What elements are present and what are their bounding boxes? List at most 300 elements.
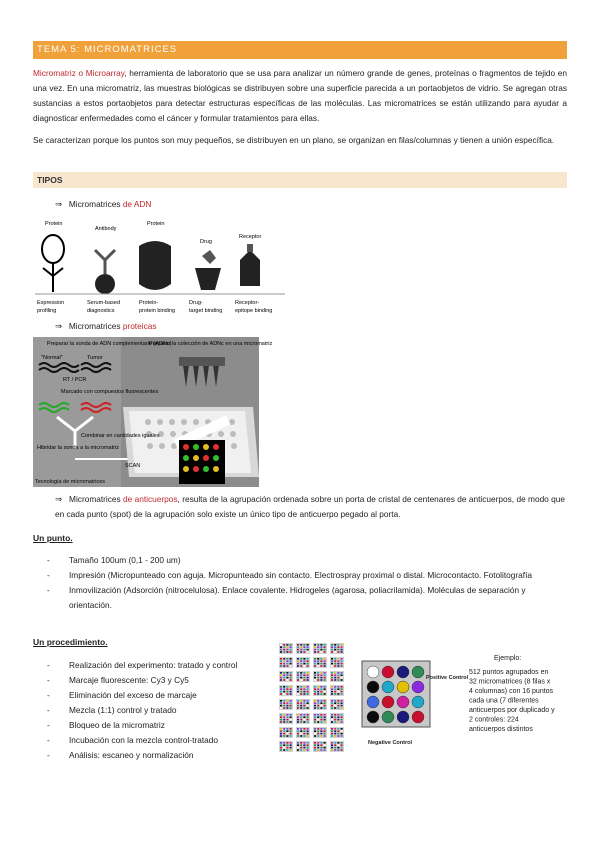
micro-spot xyxy=(280,677,282,679)
micro-spot xyxy=(280,749,282,751)
micro-spot xyxy=(297,730,299,732)
micro-spot xyxy=(324,747,326,749)
fig2-label: Marcado con compuestos fluorescentes xyxy=(61,389,159,395)
micro-spot xyxy=(320,646,322,648)
micro-spot xyxy=(331,677,333,679)
spot xyxy=(412,666,424,678)
micro-spot xyxy=(280,688,282,690)
micro-spot xyxy=(331,707,333,709)
micro-spot xyxy=(290,651,292,653)
micro-spot xyxy=(320,649,322,651)
micro-spot xyxy=(320,700,322,702)
micro-spot xyxy=(314,733,316,735)
micro-spot xyxy=(307,660,309,662)
micro-spot xyxy=(307,665,309,667)
micro-spot xyxy=(303,728,305,730)
micro-spot xyxy=(303,651,305,653)
micro-spot xyxy=(324,693,326,695)
micro-spot xyxy=(334,721,336,723)
micro-spot xyxy=(324,658,326,660)
micro-spot xyxy=(337,721,339,723)
micro-spot xyxy=(337,730,339,732)
fig2-label: Tecnología de micromatrices xyxy=(35,479,106,485)
micro-spot xyxy=(286,747,288,749)
micro-spot xyxy=(286,674,288,676)
micro-spot xyxy=(337,651,339,653)
micro-spot xyxy=(341,749,343,751)
micro-spot xyxy=(314,749,316,751)
micro-spot xyxy=(300,714,302,716)
micro-spot xyxy=(290,674,292,676)
micro-spot xyxy=(314,735,316,737)
micro-spot xyxy=(317,646,319,648)
micro-spot xyxy=(283,688,285,690)
micro-spot xyxy=(280,735,282,737)
micro-spot xyxy=(314,702,316,704)
micro-spot xyxy=(303,665,305,667)
micro-spot xyxy=(297,721,299,723)
micro-spot xyxy=(314,651,316,653)
ejemplo-label: Ejemplo: xyxy=(494,655,522,662)
micro-spot xyxy=(331,658,333,660)
micro-spot xyxy=(331,749,333,751)
micro-spot xyxy=(331,646,333,648)
ejemplo-line: cada una (7 diferentes xyxy=(469,697,539,705)
micro-spot xyxy=(286,714,288,716)
micro-spot xyxy=(300,742,302,744)
micro-spot xyxy=(286,693,288,695)
micro-spot xyxy=(337,649,339,651)
micro-spot xyxy=(290,691,292,693)
micro-spot xyxy=(290,686,292,688)
micro-spot xyxy=(341,672,343,674)
micro-spot xyxy=(314,705,316,707)
micro-spot xyxy=(297,749,299,751)
micro-spot xyxy=(334,674,336,676)
micro-spot xyxy=(280,686,282,688)
micro-spot xyxy=(290,721,292,723)
micro-spot xyxy=(341,742,343,744)
micro-spot xyxy=(280,733,282,735)
micro-spot xyxy=(320,742,322,744)
micro-spot xyxy=(303,691,305,693)
micro-spot xyxy=(341,691,343,693)
spot xyxy=(412,696,424,708)
micro-spot xyxy=(290,707,292,709)
micro-spot xyxy=(286,663,288,665)
micro-spot xyxy=(324,663,326,665)
micro-spot xyxy=(337,735,339,737)
micro-spot xyxy=(297,733,299,735)
micro-spot xyxy=(324,686,326,688)
micro-spot xyxy=(280,674,282,676)
micro-spot xyxy=(334,742,336,744)
micro-spot xyxy=(283,686,285,688)
micro-spot xyxy=(341,747,343,749)
micro-spot xyxy=(334,719,336,721)
micro-spot xyxy=(341,674,343,676)
micro-spot xyxy=(290,714,292,716)
micro-spot xyxy=(290,705,292,707)
micro-spot xyxy=(303,672,305,674)
micro-spot xyxy=(324,688,326,690)
fig2-label: Combinar en cantidades iguales xyxy=(81,433,160,439)
micro-spot xyxy=(300,663,302,665)
micro-spot xyxy=(337,702,339,704)
micro-spot xyxy=(320,719,322,721)
fig2-label: Hibridar la sonda a la micromatriz xyxy=(37,445,119,451)
micro-spot xyxy=(290,663,292,665)
micro-spot xyxy=(317,693,319,695)
spot xyxy=(412,711,424,723)
micro-spot xyxy=(286,700,288,702)
micro-spot xyxy=(331,679,333,681)
micro-spot xyxy=(280,728,282,730)
micro-spot xyxy=(320,691,322,693)
title-bar xyxy=(33,41,567,59)
micro-spot xyxy=(283,721,285,723)
type-protein-highlight: proteicas xyxy=(122,321,157,331)
micro-spot xyxy=(314,665,316,667)
micro-spot xyxy=(286,728,288,730)
micro-spot xyxy=(283,735,285,737)
spot xyxy=(367,666,379,678)
micro-spot xyxy=(303,705,305,707)
micro-spot xyxy=(303,646,305,648)
fig1-top-label: Protein xyxy=(45,221,63,227)
micro-spot xyxy=(314,742,316,744)
micro-spot xyxy=(317,721,319,723)
micro-spot xyxy=(300,702,302,704)
fig1-bottom-label: profiling xyxy=(37,308,57,314)
micro-spot xyxy=(280,730,282,732)
micro-spot xyxy=(341,686,343,688)
micro-spot xyxy=(283,663,285,665)
micro-spot xyxy=(290,730,292,732)
micro-spot xyxy=(303,716,305,718)
micro-spot xyxy=(307,646,309,648)
list-item: - Inmovilización (Adsorción (nitrocelulosa). Enlace covalente. Hidrogeles (agarosa, poliacrilamida). Moléculas de separación y orientación. xyxy=(33,583,567,613)
micro-spot xyxy=(320,728,322,730)
micro-spot xyxy=(314,679,316,681)
micro-spot xyxy=(337,733,339,735)
micro-spot xyxy=(331,733,333,735)
micro-spot xyxy=(286,721,288,723)
micro-spot xyxy=(307,747,309,749)
micro-spot xyxy=(303,730,305,732)
micro-spot xyxy=(334,677,336,679)
micro-spot xyxy=(314,716,316,718)
micro-spot xyxy=(303,707,305,709)
micro-spot xyxy=(320,688,322,690)
micro-spot xyxy=(303,686,305,688)
micro-spot xyxy=(334,672,336,674)
micro-spot xyxy=(297,688,299,690)
micro-spot xyxy=(337,660,339,662)
micro-spot xyxy=(297,663,299,665)
micro-spot xyxy=(290,672,292,674)
micro-spot xyxy=(297,691,299,693)
spot xyxy=(382,681,394,693)
micro-spot xyxy=(307,686,309,688)
types-heading: TIPOS xyxy=(37,175,63,185)
micro-spot xyxy=(283,747,285,749)
micro-spot xyxy=(300,646,302,648)
micro-spot xyxy=(331,716,333,718)
micro-spot xyxy=(341,716,343,718)
type-antibody-text: , resulta de la agrupación ordenada sobre un porta de cristal de centenares de anticuerpos, de modo que en cada punto (spot) de la agrupación solo existe un único tipo de anticuerpo pegado al porta. xyxy=(55,494,565,519)
micro-spot xyxy=(297,700,299,702)
micro-spot xyxy=(290,646,292,648)
micro-spot xyxy=(283,651,285,653)
micro-spot xyxy=(307,658,309,660)
micro-spot xyxy=(307,691,309,693)
spot xyxy=(397,666,409,678)
micro-spot xyxy=(286,742,288,744)
micro-spot xyxy=(337,719,339,721)
micro-spot xyxy=(341,644,343,646)
micro-spot xyxy=(334,749,336,751)
micro-spot xyxy=(307,693,309,695)
micro-spot xyxy=(314,677,316,679)
micro-spot xyxy=(337,714,339,716)
ejemplo-line: 4 columnas) con 16 puntos xyxy=(469,688,554,695)
micro-spot xyxy=(341,730,343,732)
micro-spot xyxy=(280,672,282,674)
micro-spot xyxy=(337,665,339,667)
micro-spot xyxy=(320,702,322,704)
micro-spot xyxy=(331,721,333,723)
fig1-top-label: Antibody xyxy=(95,226,117,232)
micro-spot xyxy=(331,744,333,746)
micro-spot xyxy=(286,658,288,660)
arrow-icon: ⇒ xyxy=(55,199,62,209)
micro-spot xyxy=(314,707,316,709)
micro-spot xyxy=(300,730,302,732)
micro-spot xyxy=(320,677,322,679)
micro-spot xyxy=(297,693,299,695)
micro-spot xyxy=(324,646,326,648)
micro-spot xyxy=(303,693,305,695)
micro-spot xyxy=(300,644,302,646)
micro-spot xyxy=(337,688,339,690)
micro-spot xyxy=(297,744,299,746)
micro-spot xyxy=(334,744,336,746)
micro-spot xyxy=(317,730,319,732)
micro-spot xyxy=(280,679,282,681)
micro-spot xyxy=(283,649,285,651)
micro-spot xyxy=(290,716,292,718)
micro-spot xyxy=(303,735,305,737)
micro-spot xyxy=(300,705,302,707)
micro-spot xyxy=(307,721,309,723)
page-title: TEMA 5: MICROMATRICES xyxy=(37,44,178,55)
micro-spot xyxy=(320,674,322,676)
protein-microarray-figure xyxy=(33,337,273,487)
micro-spot xyxy=(337,658,339,660)
micro-spot xyxy=(334,693,336,695)
micro-spot xyxy=(280,744,282,746)
micro-spot xyxy=(307,649,309,651)
micro-spot xyxy=(300,693,302,695)
micro-spot xyxy=(286,646,288,648)
micro-spot xyxy=(286,679,288,681)
micro-spot xyxy=(337,646,339,648)
micro-spot xyxy=(324,660,326,662)
micro-spot xyxy=(307,702,309,704)
micro-spot xyxy=(297,742,299,744)
types-section-bar xyxy=(33,172,567,188)
micro-spot xyxy=(334,658,336,660)
micro-spot xyxy=(337,686,339,688)
micro-spot xyxy=(334,688,336,690)
micro-spot xyxy=(314,644,316,646)
micro-spot xyxy=(303,749,305,751)
micro-spot xyxy=(341,679,343,681)
micro-spot xyxy=(314,691,316,693)
micro-spot xyxy=(331,674,333,676)
micro-spot xyxy=(297,679,299,681)
micro-spot xyxy=(297,735,299,737)
micro-spot xyxy=(314,663,316,665)
micro-spot xyxy=(286,705,288,707)
micro-spot xyxy=(307,644,309,646)
micro-spot xyxy=(280,651,282,653)
micro-spot xyxy=(307,700,309,702)
micro-spot xyxy=(341,658,343,660)
micro-spot xyxy=(334,646,336,648)
micro-spot xyxy=(297,660,299,662)
micro-spot xyxy=(317,714,319,716)
micro-spot xyxy=(341,702,343,704)
micro-spot xyxy=(300,716,302,718)
procedimiento-list xyxy=(33,658,283,763)
micro-spot xyxy=(337,707,339,709)
micro-spot xyxy=(334,663,336,665)
micro-spot xyxy=(297,644,299,646)
type-protein-item xyxy=(55,321,156,331)
procedimiento-heading: Un procedimiento. xyxy=(33,637,108,647)
micro-spot xyxy=(324,665,326,667)
micro-spot xyxy=(331,747,333,749)
micro-spot xyxy=(303,649,305,651)
micro-spot xyxy=(283,744,285,746)
micro-spot xyxy=(303,700,305,702)
micro-spot xyxy=(334,735,336,737)
micro-spot xyxy=(334,747,336,749)
micro-spot xyxy=(334,686,336,688)
micro-spot xyxy=(314,747,316,749)
micro-spot xyxy=(337,674,339,676)
micro-spot xyxy=(337,747,339,749)
micro-spot xyxy=(283,658,285,660)
micro-spot xyxy=(334,714,336,716)
micro-spot xyxy=(280,665,282,667)
micro-spot xyxy=(286,733,288,735)
micro-spot xyxy=(324,735,326,737)
micro-spot xyxy=(286,688,288,690)
micro-spot xyxy=(324,677,326,679)
spot xyxy=(367,681,379,693)
micro-spot xyxy=(300,700,302,702)
fig1-bottom-label: Serum-based xyxy=(87,300,121,306)
ejemplo-line: anticuerpos distintos xyxy=(469,726,533,733)
micro-spot xyxy=(331,742,333,744)
micro-spot xyxy=(300,728,302,730)
micro-spot xyxy=(283,707,285,709)
micro-spot xyxy=(307,651,309,653)
ejemplo-line: 512 puntos agrupados en xyxy=(469,669,549,676)
micro-spot xyxy=(283,716,285,718)
ejemplo-line: 32 micromatrices (8 filas x xyxy=(469,678,551,686)
micro-spot xyxy=(300,651,302,653)
micro-spot xyxy=(283,702,285,704)
micro-spot xyxy=(297,672,299,674)
antibody-microarray-figure xyxy=(276,641,576,757)
micro-spot xyxy=(324,672,326,674)
micro-spot xyxy=(314,693,316,695)
micro-spot xyxy=(317,644,319,646)
micro-spot xyxy=(286,702,288,704)
micro-spot xyxy=(290,658,292,660)
micro-spot xyxy=(320,733,322,735)
micro-spot xyxy=(334,707,336,709)
micro-spot xyxy=(286,730,288,732)
micro-spot xyxy=(303,679,305,681)
micro-spot xyxy=(283,677,285,679)
micro-spot xyxy=(286,691,288,693)
micro-spot xyxy=(320,749,322,751)
micro-spot xyxy=(314,714,316,716)
micro-spot xyxy=(280,658,282,660)
micro-spot xyxy=(324,744,326,746)
micro-spot xyxy=(283,733,285,735)
micro-spot xyxy=(290,744,292,746)
micro-spot xyxy=(320,744,322,746)
micro-spot xyxy=(283,719,285,721)
micro-spot xyxy=(320,716,322,718)
micro-spot xyxy=(317,663,319,665)
micro-spot xyxy=(297,674,299,676)
micro-spot xyxy=(320,644,322,646)
micro-spot xyxy=(324,705,326,707)
micro-spot xyxy=(317,686,319,688)
micro-spot xyxy=(324,702,326,704)
fig1-bottom-label: Drug- xyxy=(189,300,203,306)
micro-spot xyxy=(307,688,309,690)
list-item: - Realización del experimento: tratado y control xyxy=(33,658,283,673)
micro-spot xyxy=(297,646,299,648)
micro-spot xyxy=(317,705,319,707)
list-item: - Incubación con la mezcla control-tratado xyxy=(33,733,283,748)
micro-spot xyxy=(280,707,282,709)
micro-spot xyxy=(331,705,333,707)
fig1-bottom-label: Protein- xyxy=(139,300,159,306)
fig1-bottom-label: Expression xyxy=(37,300,65,306)
fig1-top-label: Drug xyxy=(200,239,212,245)
micro-spot xyxy=(283,672,285,674)
micro-spot xyxy=(331,719,333,721)
micro-spot xyxy=(331,660,333,662)
micro-spot xyxy=(290,660,292,662)
micro-spot xyxy=(300,688,302,690)
micro-spot xyxy=(314,686,316,688)
micro-spot xyxy=(320,707,322,709)
micro-spot xyxy=(303,714,305,716)
micro-spot xyxy=(290,665,292,667)
micro-spot xyxy=(314,728,316,730)
micro-spot xyxy=(324,679,326,681)
